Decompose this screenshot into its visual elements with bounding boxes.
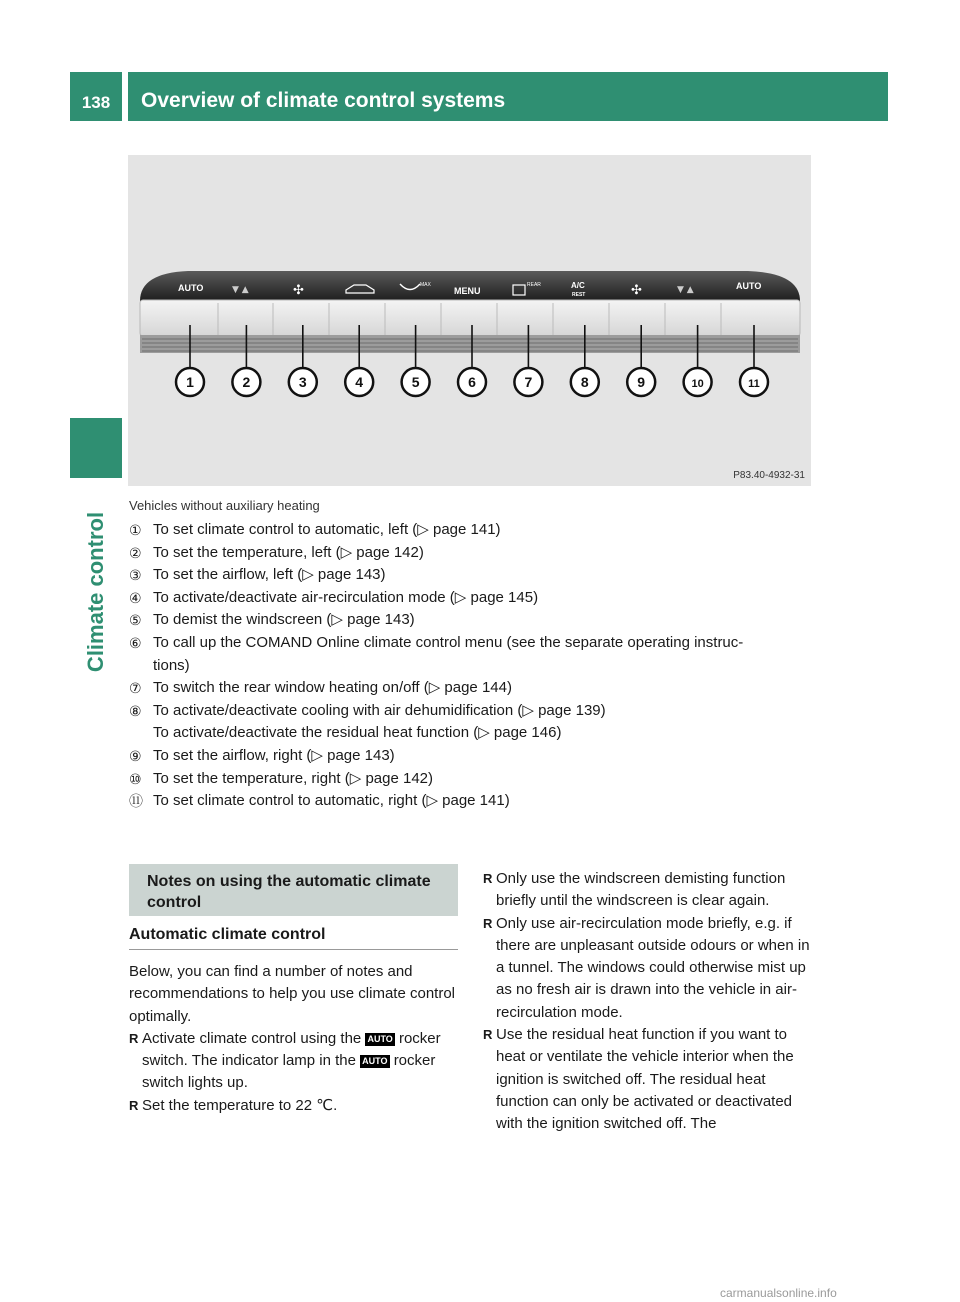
legend-item <box>129 587 819 610</box>
bullet-text <box>142 1028 459 1095</box>
callout-number: 3 <box>298 374 307 390</box>
legend-text: To call up the COMAND Online climate control menu (see the separate operating instruc- <box>153 633 744 651</box>
legend-item <box>129 745 819 768</box>
auto-left-label: AUTO <box>178 283 204 293</box>
callout-number: 8 <box>580 374 589 390</box>
auto-button-icon: AUTO <box>362 1056 388 1067</box>
panel-grille <box>140 335 800 353</box>
menu-label: MENU <box>454 286 481 296</box>
callout-number: 11 <box>748 378 760 390</box>
bullet-item <box>129 1095 459 1117</box>
auto-right-label: AUTO <box>736 281 762 291</box>
legend-item <box>129 564 819 587</box>
legend-text: To activate/deactivate the residual heat function (▷ page 146) <box>153 724 562 742</box>
legend-item <box>129 768 819 791</box>
legend-item <box>129 542 819 565</box>
footer-site: carmanualsonline.info <box>720 1286 837 1300</box>
figure-caption: Vehicles without auxiliary heating <box>129 498 320 513</box>
page-header <box>70 72 888 121</box>
bullet-item <box>129 1028 459 1095</box>
notes-heading-line: control <box>147 894 202 911</box>
bullet-text-part: rocker switch lights up. <box>142 1052 436 1092</box>
legend-marker: ⑦ <box>129 680 142 697</box>
control-panel-illustration <box>128 155 811 486</box>
figure-legend <box>129 519 819 813</box>
bullet-marker: R <box>483 1027 493 1043</box>
legend-item <box>129 677 819 700</box>
callout-number: 10 <box>691 378 704 390</box>
notes-heading-line: Notes on using the automatic climate <box>147 873 431 890</box>
auto-button-icon: AUTO <box>367 1033 393 1044</box>
max-label: MAX <box>420 282 431 288</box>
legend-text: To set the temperature, left (▷ page 142) <box>153 543 424 561</box>
subheading: Automatic climate control <box>129 926 458 950</box>
legend-text: To set the airflow, right (▷ page 143) <box>153 746 395 764</box>
bullet-text-part: Activate climate control using the <box>142 1029 362 1047</box>
section-title: Overview of climate control systems <box>128 72 888 121</box>
legend-marker: ⑧ <box>129 702 142 719</box>
legend-marker: ⑪ <box>129 793 143 810</box>
ac-label: A/C <box>571 281 585 290</box>
intro-paragraph: Below, you can find a number of notes and recommendations to help you use climate control optimally. <box>129 963 456 1025</box>
bullet-item <box>483 1024 813 1135</box>
legend-text: To demist the windscreen (▷ page 143) <box>153 611 415 629</box>
fan-right-icon: ✣ <box>631 283 642 298</box>
legend-marker: ⑨ <box>129 747 142 764</box>
legend-marker: ⑤ <box>129 612 142 629</box>
temp-left-arrows: ▼ ▲ <box>232 285 249 295</box>
bullet-text: Only use air-recirculation mode briefly, e.g. if there are unpleasant outside odours or when in a tunnel. The windows could otherwise mist up as no fresh air is drawn into the vehicle in air-recirculation mode. <box>496 914 810 1021</box>
page-number: 138 <box>70 72 122 121</box>
bullet-item <box>483 913 813 1024</box>
bullet-text: Only use the windscreen demisting function briefly until the windscreen is clear again. <box>496 870 786 910</box>
bullet-text: Use the residual heat function if you want to heat or ventilate the vehicle interior when the ignition is switched off. The residual heat function can only be activated or deactivated with the ignition switched off. The <box>496 1026 794 1133</box>
legend-text: To activate/deactivate cooling with air dehumidification (▷ page 139) <box>153 701 606 719</box>
callout-number: 7 <box>524 374 533 390</box>
panel-key-row <box>140 300 800 336</box>
side-tab-marker <box>70 418 122 478</box>
side-tab-label: Climate control <box>83 511 108 673</box>
legend-text: To set the airflow, left (▷ page 143) <box>153 566 386 584</box>
notes-heading-box <box>129 864 458 916</box>
bullet-marker: R <box>483 915 493 931</box>
right-column <box>483 868 813 1136</box>
figure-code: P83.40-4932-31 <box>733 470 805 481</box>
bullet-text: Set the temperature to 22 ℃. <box>142 1096 338 1114</box>
legend-marker: ④ <box>129 589 142 606</box>
callout-number: 5 <box>411 374 420 390</box>
rear-label: REAR <box>527 282 541 288</box>
fan-left-icon: ✣ <box>293 283 304 298</box>
legend-item <box>129 790 819 813</box>
control-panel-figure <box>128 155 811 486</box>
legend-item <box>129 609 819 632</box>
bullet-text-part: rocker switch. The indicator lamp in the <box>142 1029 441 1070</box>
rest-label: REST <box>572 292 586 298</box>
callout-number: 4 <box>355 374 364 390</box>
callout-number: 9 <box>637 374 646 390</box>
callout-number: 2 <box>242 374 251 390</box>
legend-item <box>129 632 819 655</box>
left-column <box>129 961 459 1117</box>
legend-marker: ③ <box>129 567 142 584</box>
callout-number: 6 <box>468 374 476 390</box>
legend-text: tions) <box>153 656 190 674</box>
legend-text: To set climate control to automatic, left (▷ page 141) <box>153 521 501 538</box>
legend-marker: ② <box>129 544 142 561</box>
temp-right-arrows: ▼ ▲ <box>677 285 694 295</box>
bullet-marker: R <box>129 1097 139 1113</box>
bullet-item <box>483 868 813 913</box>
legend-text: To switch the rear window heating on/off (▷ page 144) <box>153 679 512 697</box>
legend-item <box>129 700 819 723</box>
bullet-marker: R <box>129 1030 139 1046</box>
legend-marker: ⑥ <box>129 634 142 651</box>
legend-text: To set the temperature, right (▷ page 142) <box>153 769 434 787</box>
legend-item-continuation <box>129 655 819 678</box>
callout-number: 1 <box>186 374 194 390</box>
legend-text: To set climate control to automatic, right (▷ page 141) <box>153 792 510 810</box>
legend-item-continuation <box>129 722 819 745</box>
legend-marker: ⑩ <box>129 770 142 787</box>
bullet-marker: R <box>483 871 493 886</box>
legend-marker: ① <box>129 522 142 538</box>
legend-text: To activate/deactivate air-recirculation mode (▷ page 145) <box>153 588 539 606</box>
legend-item <box>129 519 819 542</box>
